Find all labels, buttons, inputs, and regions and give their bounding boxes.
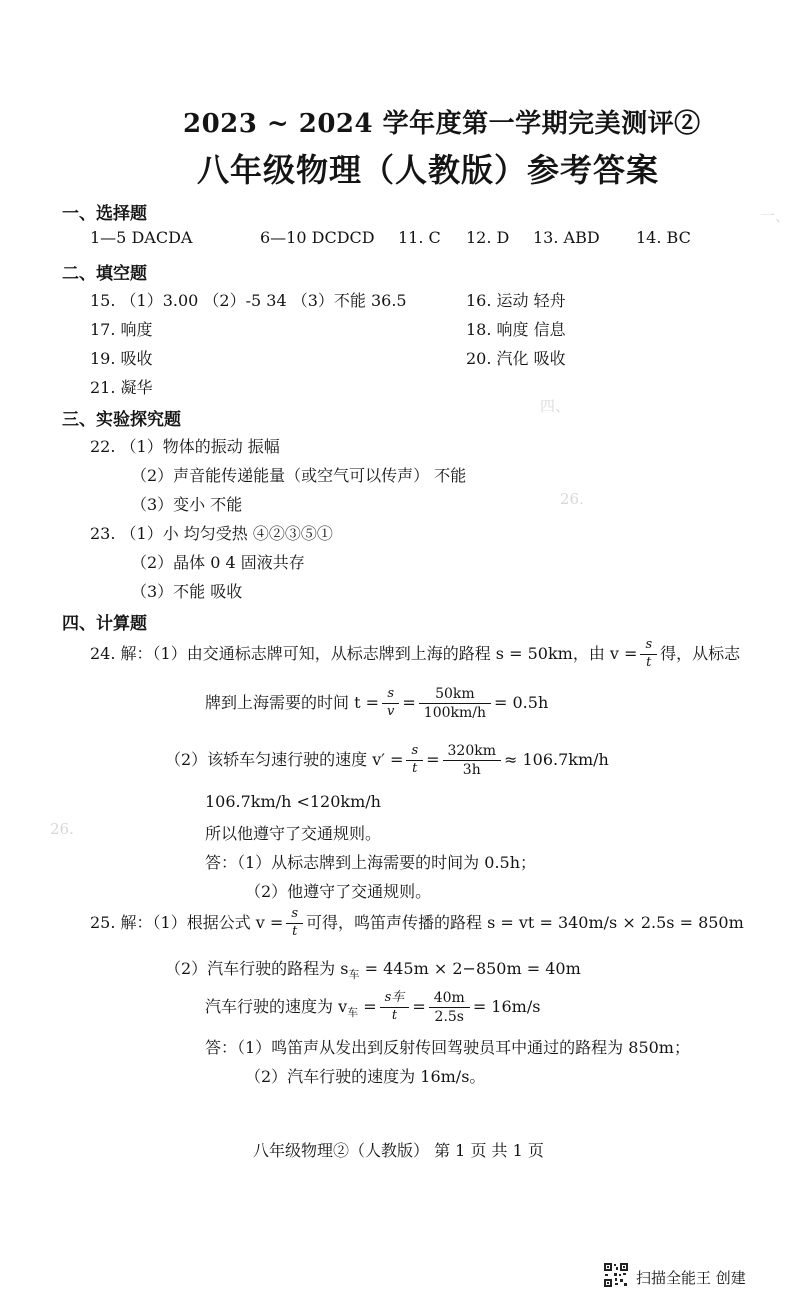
fraction-denominator: t — [412, 761, 418, 777]
section-heading-calculation: 四、计算题 — [62, 614, 147, 634]
answer-25-summary-1: 答：（1）鸣笛声从发出到反射传回驾驶员耳中通过的路程为 850m； — [205, 1038, 690, 1057]
subscript: 车 — [347, 1006, 359, 1020]
fraction-denominator: 2.5s — [434, 1009, 464, 1026]
answer-1-5: 1—5 DACDA — [90, 228, 193, 247]
answer-24-summary-1: 答：（1）从标志牌到上海需要的时间为 0.5h； — [205, 853, 537, 872]
fraction-numerator: s — [286, 907, 303, 924]
document-title: 2023 ~ 2024 学年度第一学期完美测评② — [183, 109, 701, 139]
formula-fraction — [419, 686, 491, 721]
subscript: 车 — [348, 968, 360, 981]
solution-24-line-1 — [90, 638, 740, 671]
answer-12: 12. D — [466, 228, 510, 247]
answer-20: 20. 汽化 吸收 — [466, 349, 566, 368]
fraction-denominator: t — [292, 923, 298, 939]
answer-22-1: 22. （1）物体的振动 振幅 — [90, 437, 280, 456]
equals-sign: = — [402, 693, 416, 713]
fraction-numerator: s车 — [380, 991, 410, 1008]
answer-13: 13. ABD — [533, 228, 600, 247]
answer-23-1: 23. （1）小 均匀受热 ④②③⑤① — [90, 524, 333, 543]
solution-24-line-3 — [165, 743, 609, 778]
equals-sign: = — [426, 750, 440, 770]
fraction-denominator: 3h — [462, 762, 481, 779]
fraction-numerator: 50km — [419, 686, 491, 704]
formula-fraction — [443, 743, 501, 778]
solution-text: （2）该轿车匀速行驶的速度 v′ = — [165, 750, 404, 770]
answer-22-2: （2）声音能传递能量（或空气可以传声） 不能 — [131, 466, 467, 485]
answer-16: 16. 运动 轻舟 — [466, 291, 566, 310]
equals-sign: = — [412, 997, 426, 1017]
formula-fraction — [286, 907, 303, 940]
answer-25-summary-2: （2）汽车行驶的速度为 16m/s。 — [245, 1067, 486, 1086]
solution-text: 24. 解：（1）由交通标志牌可知，从标志牌到上海的路程 s = 50km，由 v = — [90, 643, 638, 663]
solution-text: 牌到上海需要的时间 t = — [205, 693, 380, 713]
bleed-through-text: 26. — [50, 820, 74, 838]
solution-text: 汽车行驶的速度为 v — [205, 997, 348, 1017]
formula-fraction — [429, 990, 470, 1025]
solution-24-line-4: 106.7km/h <120km/h — [205, 792, 381, 811]
section-heading-choice: 一、选择题 — [62, 204, 147, 224]
fraction-numerator: 40m — [429, 990, 470, 1008]
page-footer: 八年级物理②（人教版） 第 1 页 共 1 页 — [253, 1141, 544, 1160]
answer-14: 14. BC — [636, 228, 691, 247]
formula-fraction — [380, 991, 410, 1024]
fraction-denominator: v — [387, 704, 395, 720]
solution-24-line-2 — [205, 686, 548, 721]
document-subtitle: 八年级物理（人教版）参考答案 — [197, 151, 660, 189]
solution-text: = 0.5h — [494, 693, 549, 713]
answer-23-3: （3）不能 吸收 — [131, 582, 243, 601]
solution-text: 25. 解：（1）根据公式 v = — [90, 912, 284, 932]
fraction-denominator: 100km/h — [423, 705, 486, 722]
formula-fraction — [406, 744, 423, 777]
bleed-through-text: 26. — [560, 490, 584, 508]
solution-text: = 16m/s — [472, 997, 541, 1017]
fraction-numerator: s — [640, 638, 657, 655]
formula-fraction — [382, 687, 399, 720]
fraction-numerator: s — [382, 687, 399, 704]
fraction-denominator: t — [646, 654, 652, 670]
bleed-through-text: 四、 — [540, 397, 571, 415]
answer-15: 15. （1）3.00 （2）-5 34 （3）不能 36.5 — [90, 291, 407, 310]
answer-24-summary-2: （2）他遵守了交通规则。 — [245, 882, 432, 901]
solution-text: 得，从标志 — [660, 643, 741, 663]
answer-18: 18. 响度 信息 — [466, 320, 566, 339]
solution-text: 可得，鸣笛声传播的路程 s = vt = 340m/s × 2.5s = 850m — [306, 912, 744, 932]
answer-17: 17. 响度 — [90, 320, 153, 339]
section-heading-experiment: 三、实验探究题 — [62, 410, 181, 430]
solution-24-line-5: 所以他遵守了交通规则。 — [205, 824, 382, 843]
solution-text: （2）汽车行驶的路程为 s — [165, 959, 349, 978]
formula-fraction — [640, 638, 657, 671]
answer-11: 11. C — [398, 228, 441, 247]
answer-6-10: 6—10 DCDCD — [260, 228, 375, 247]
fraction-numerator: 320km — [443, 743, 501, 761]
solution-text: ≈ 106.7km/h — [504, 750, 609, 770]
solution-25-line-3 — [205, 990, 540, 1025]
answer-23-2: （2）晶体 0 4 固液共存 — [131, 553, 305, 572]
solution-text: = 445m × 2−850m = 40m — [359, 959, 581, 978]
fraction-numerator: s — [406, 744, 423, 761]
answer-22-3: （3）变小 不能 — [131, 495, 243, 514]
bleed-through-text: 一、 — [760, 207, 791, 225]
solution-25-line-1 — [90, 907, 744, 940]
solution-25-line-2 — [165, 956, 581, 982]
equals-sign: = — [358, 997, 377, 1017]
section-heading-fill: 二、填空题 — [62, 264, 147, 284]
scanner-brand-label: 扫描全能王 创建 — [636, 1269, 746, 1287]
fraction-denominator: t — [391, 1008, 398, 1024]
qr-code-icon — [603, 1262, 629, 1288]
answer-21: 21. 凝华 — [90, 378, 153, 397]
answer-19: 19. 吸收 — [90, 349, 153, 368]
